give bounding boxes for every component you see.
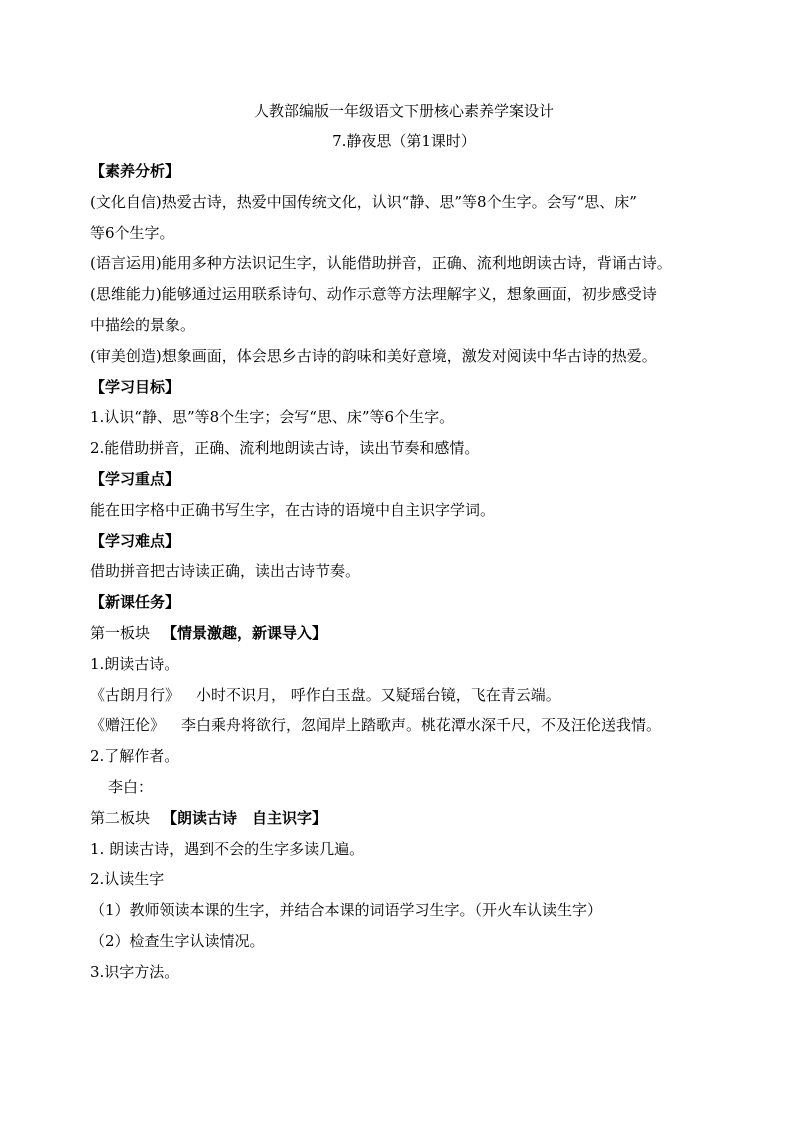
document-page: [90, 96, 710, 988]
poem-2-title: 《赠汪伦》: [90, 716, 166, 735]
goals-heading: 【学习目标】: [90, 377, 181, 396]
difficulty-text: 借助拼音把古诗读正确，读出古诗节奏。: [90, 562, 361, 581]
lesson-subtitle: 7.静夜思（第1课时）: [332, 132, 476, 150]
block2-sub-1: （1）教师领读本课的生字，并结合本课的词语学习生字。（开火车认读生字）: [90, 901, 603, 920]
literacy-thinking-line2: 中描绘的景象。: [90, 315, 196, 334]
block2-heading: [90, 803, 710, 834]
author-label: 李白：: [108, 777, 154, 796]
block1-heading: [90, 618, 710, 649]
tasks-heading: 【新课任务】: [90, 593, 181, 612]
literacy-thinking-line1: (思维能力)能够通过运用联系诗句、动作示意等方法理解字义，想象画面，初步感受诗: [90, 285, 657, 304]
literacy-cultural-line2: 等6个生字。: [90, 223, 175, 242]
block2-item-3: 3.识字方法。: [90, 962, 180, 981]
block2-sub-2: （2）检查生字认读情况。: [90, 931, 265, 950]
block1-label: 第一板块: [90, 623, 151, 642]
focus-heading: 【学习重点】: [90, 469, 181, 488]
block1-title: 【情景激趣，新课导入】: [162, 623, 328, 642]
block2-item-1: 1. 朗读古诗，遇到不会的生字多读几遍。: [90, 839, 365, 858]
block2-title: 【朗读古诗 自主识字】: [162, 808, 328, 827]
block2-label: 第二板块: [90, 808, 151, 827]
poem-1-text: 小时不识月， 呼作白玉盘。又疑瑶台镜，飞在青云端。: [196, 685, 561, 704]
poem-1: [90, 680, 710, 711]
document-title: 人教部编版一年级语文下册核心素养学案设计: [253, 102, 554, 120]
block1-item-2: 2.了解作者。: [90, 747, 180, 766]
goal-item-1: 1.认识“静、思”等8个生字；会写“思、床”等6个生字。: [90, 408, 455, 427]
goal-item-2: 2.能借助拼音，正确、流利地朗读古诗，读出节奏和感情。: [90, 439, 480, 458]
literacy-language: (语言运用)能用多种方法识记生字，认能借助拼音，正确、流利地朗读古诗，背诵古诗。: [90, 254, 672, 273]
poem-1-title: 《古朗月行》: [90, 685, 181, 704]
difficulty-heading: 【学习难点】: [90, 531, 181, 550]
poem-2-text: 李白乘舟将欲行，忽闻岸上踏歌声。桃花潭水深千尺，不及汪伦送我情。: [181, 716, 662, 735]
literacy-heading: 【素养分析】: [90, 162, 181, 180]
block1-item-1: 1.朗读古诗。: [90, 654, 180, 673]
poem-2: [90, 710, 710, 741]
literacy-aesthetic: (审美创造)想象画面，体会思乡古诗的韵味和美好意境，激发对阅读中华古诗的热爱。: [90, 346, 657, 365]
literacy-cultural-line1: (文化自信)热爱古诗，热爱中国传统文化，认识“静、思”等8个生字。会写“思、床”: [90, 192, 637, 211]
focus-text: 能在田字格中正确书写生字，在古诗的语境中自主识字学词。: [90, 500, 496, 519]
block2-item-2: 2.认读生字: [90, 870, 165, 889]
